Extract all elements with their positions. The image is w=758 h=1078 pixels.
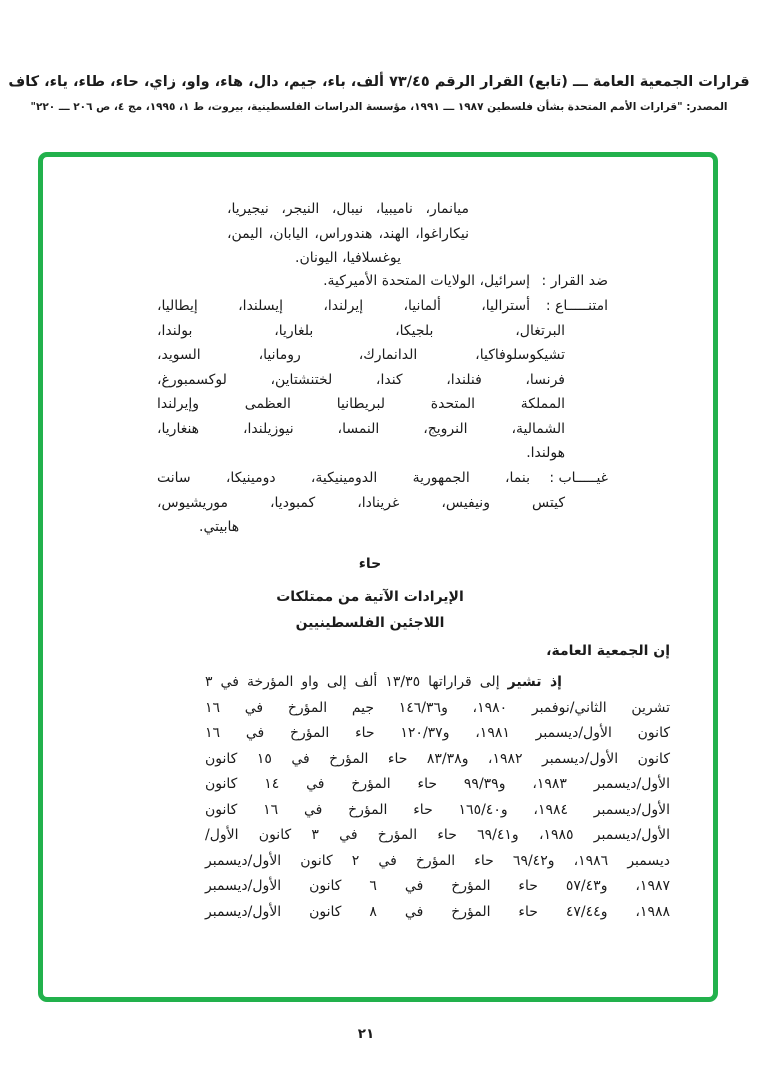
text-line: الأول/ديسمبر ١٩٨٥، و٦٩/٤١ حاء المؤرخ في ٣ كانون الأول/ xyxy=(205,827,670,843)
text-line: نيكاراغوا، الهند، هندوراس، اليابان، اليمن، xyxy=(227,225,469,242)
page-header-title: قرارات الجمعية العامة ـــ (تابع) القرار الرقم ٧٣/٤٥ ألف، باء، جيم، دال، هاء، واو، زاي، حاء، طاء، ياء، كاف xyxy=(8,74,750,90)
text-line: هابيتي. xyxy=(199,519,240,535)
paragraph-first-line-rest: إلى قراراتها ١٣/٣٥ ألف إلى واو المؤرخة في ٣ xyxy=(205,674,508,690)
text-line: البرتغال، بلجيكا، بلغاريا، بولندا، xyxy=(157,322,565,339)
text-line: الأول/ديسمبر ١٩٨٣، و٩٩/٣٩ حاء المؤرخ في ١٤ كانون xyxy=(205,776,670,792)
text-line: هولندا. xyxy=(526,445,565,461)
recalling-lead-word: إذ تشير xyxy=(507,674,562,690)
text-line: إسرائيل، الولايات المتحدة الأميركية. xyxy=(323,273,530,289)
vote-abstaining-label: امتنـــــاع : xyxy=(545,298,608,314)
section-title-line2: اللاجئين الفلسطينيين xyxy=(295,615,445,631)
in-favour-list-continued xyxy=(227,197,469,271)
section-title xyxy=(140,584,600,636)
text-line: تشرين الثاني/نوفمبر ١٩٨٠، و١٤٦/٣٦ جيم المؤرخ في ١٦ xyxy=(205,699,671,716)
text-line: يوغسلافيا، اليونان. xyxy=(295,250,401,266)
vote-against-countries xyxy=(157,269,565,294)
text-line: كيتس ونيفيس، غرينادا، كمبوديا، موريشيوس، xyxy=(157,494,565,511)
text-line: كانون الأول/ديسمبر ١٩٨٢، و٨٣/٣٨ حاء المؤرخ في ١٥ كانون xyxy=(205,750,670,767)
text-line: الشمالية، النرويج، النمسا، نيوزيلندا، هنغاريا، xyxy=(157,420,565,437)
section-title-line1: الإيرادات الآتية من ممتلكات xyxy=(276,589,464,605)
paragraph-first-line xyxy=(205,670,670,696)
vote-abstaining-row xyxy=(157,294,608,466)
page-number: ٢١ xyxy=(357,1026,375,1042)
text-line: ميانمار، ناميبيا، نيبال، النيجر، نيجيريا، xyxy=(227,201,469,217)
text-line: ١٩٨٨، و٤٧/٤٤ حاء المؤرخ في ٨ كانون الأول/ديسمبر xyxy=(205,903,670,920)
text-line: المملكة المتحدة لبريطانيا العظمى وإيرلندا xyxy=(157,396,565,412)
vote-absent-countries xyxy=(157,466,565,540)
text-line: كانون الأول/ديسمبر ١٩٨١، و١٢٠/٣٧ حاء المؤرخ في ١٦ xyxy=(205,725,670,741)
vote-absent-row xyxy=(157,466,608,540)
text-line: أستراليا، ألمانيا، إيرلندا، إيسلندا، إيطاليا، xyxy=(157,298,530,314)
resolution-opening: إن الجمعية العامة، xyxy=(546,643,670,659)
text-line: تشيكوسلوفاكيا، الدانمارك، رومانيا، السويد، xyxy=(157,347,565,363)
text-line: بنما، الجمهورية الدومينيكية، دومينيكا، سانت xyxy=(157,470,530,486)
paragraph-lines xyxy=(205,696,670,926)
vote-abstaining-countries xyxy=(157,294,565,466)
vote-against-row xyxy=(157,269,608,294)
text-line: فرنسا، فنلندا، كندا، لختنشتاين، لوكسمبورغ، xyxy=(157,371,565,388)
page-header-source-line: المصدر: "قرارات الأمم المتحدة بشأن فلسطين ١٩٨٧ ـــ ١٩٩١، مؤسسة الدراسات الفلسطينية، بيروت، ط ١، ١٩٩٥، مج ٤، ص ٢٠٦ ـــ ٢٢٠" xyxy=(30,101,728,113)
section-letter: حاء xyxy=(358,556,382,572)
vote-against-label: ضد القرار : xyxy=(541,273,608,289)
text-line: الأول/ديسمبر ١٩٨٤، و١٦٥/٤٠ حاء المؤرخ في ١٦ كانون xyxy=(205,801,670,818)
vote-absent-label: غيـــــاب : xyxy=(549,470,608,486)
text-line: ديسمبر ١٩٨٦، و٦٩/٤٢ حاء المؤرخ في ٢ كانون الأول/ديسمبر xyxy=(205,852,670,869)
resolution-recalling-paragraph xyxy=(205,670,670,925)
text-line: ١٩٨٧، و٥٧/٤٣ حاء المؤرخ في ٦ كانون الأول/ديسمبر xyxy=(205,878,670,894)
